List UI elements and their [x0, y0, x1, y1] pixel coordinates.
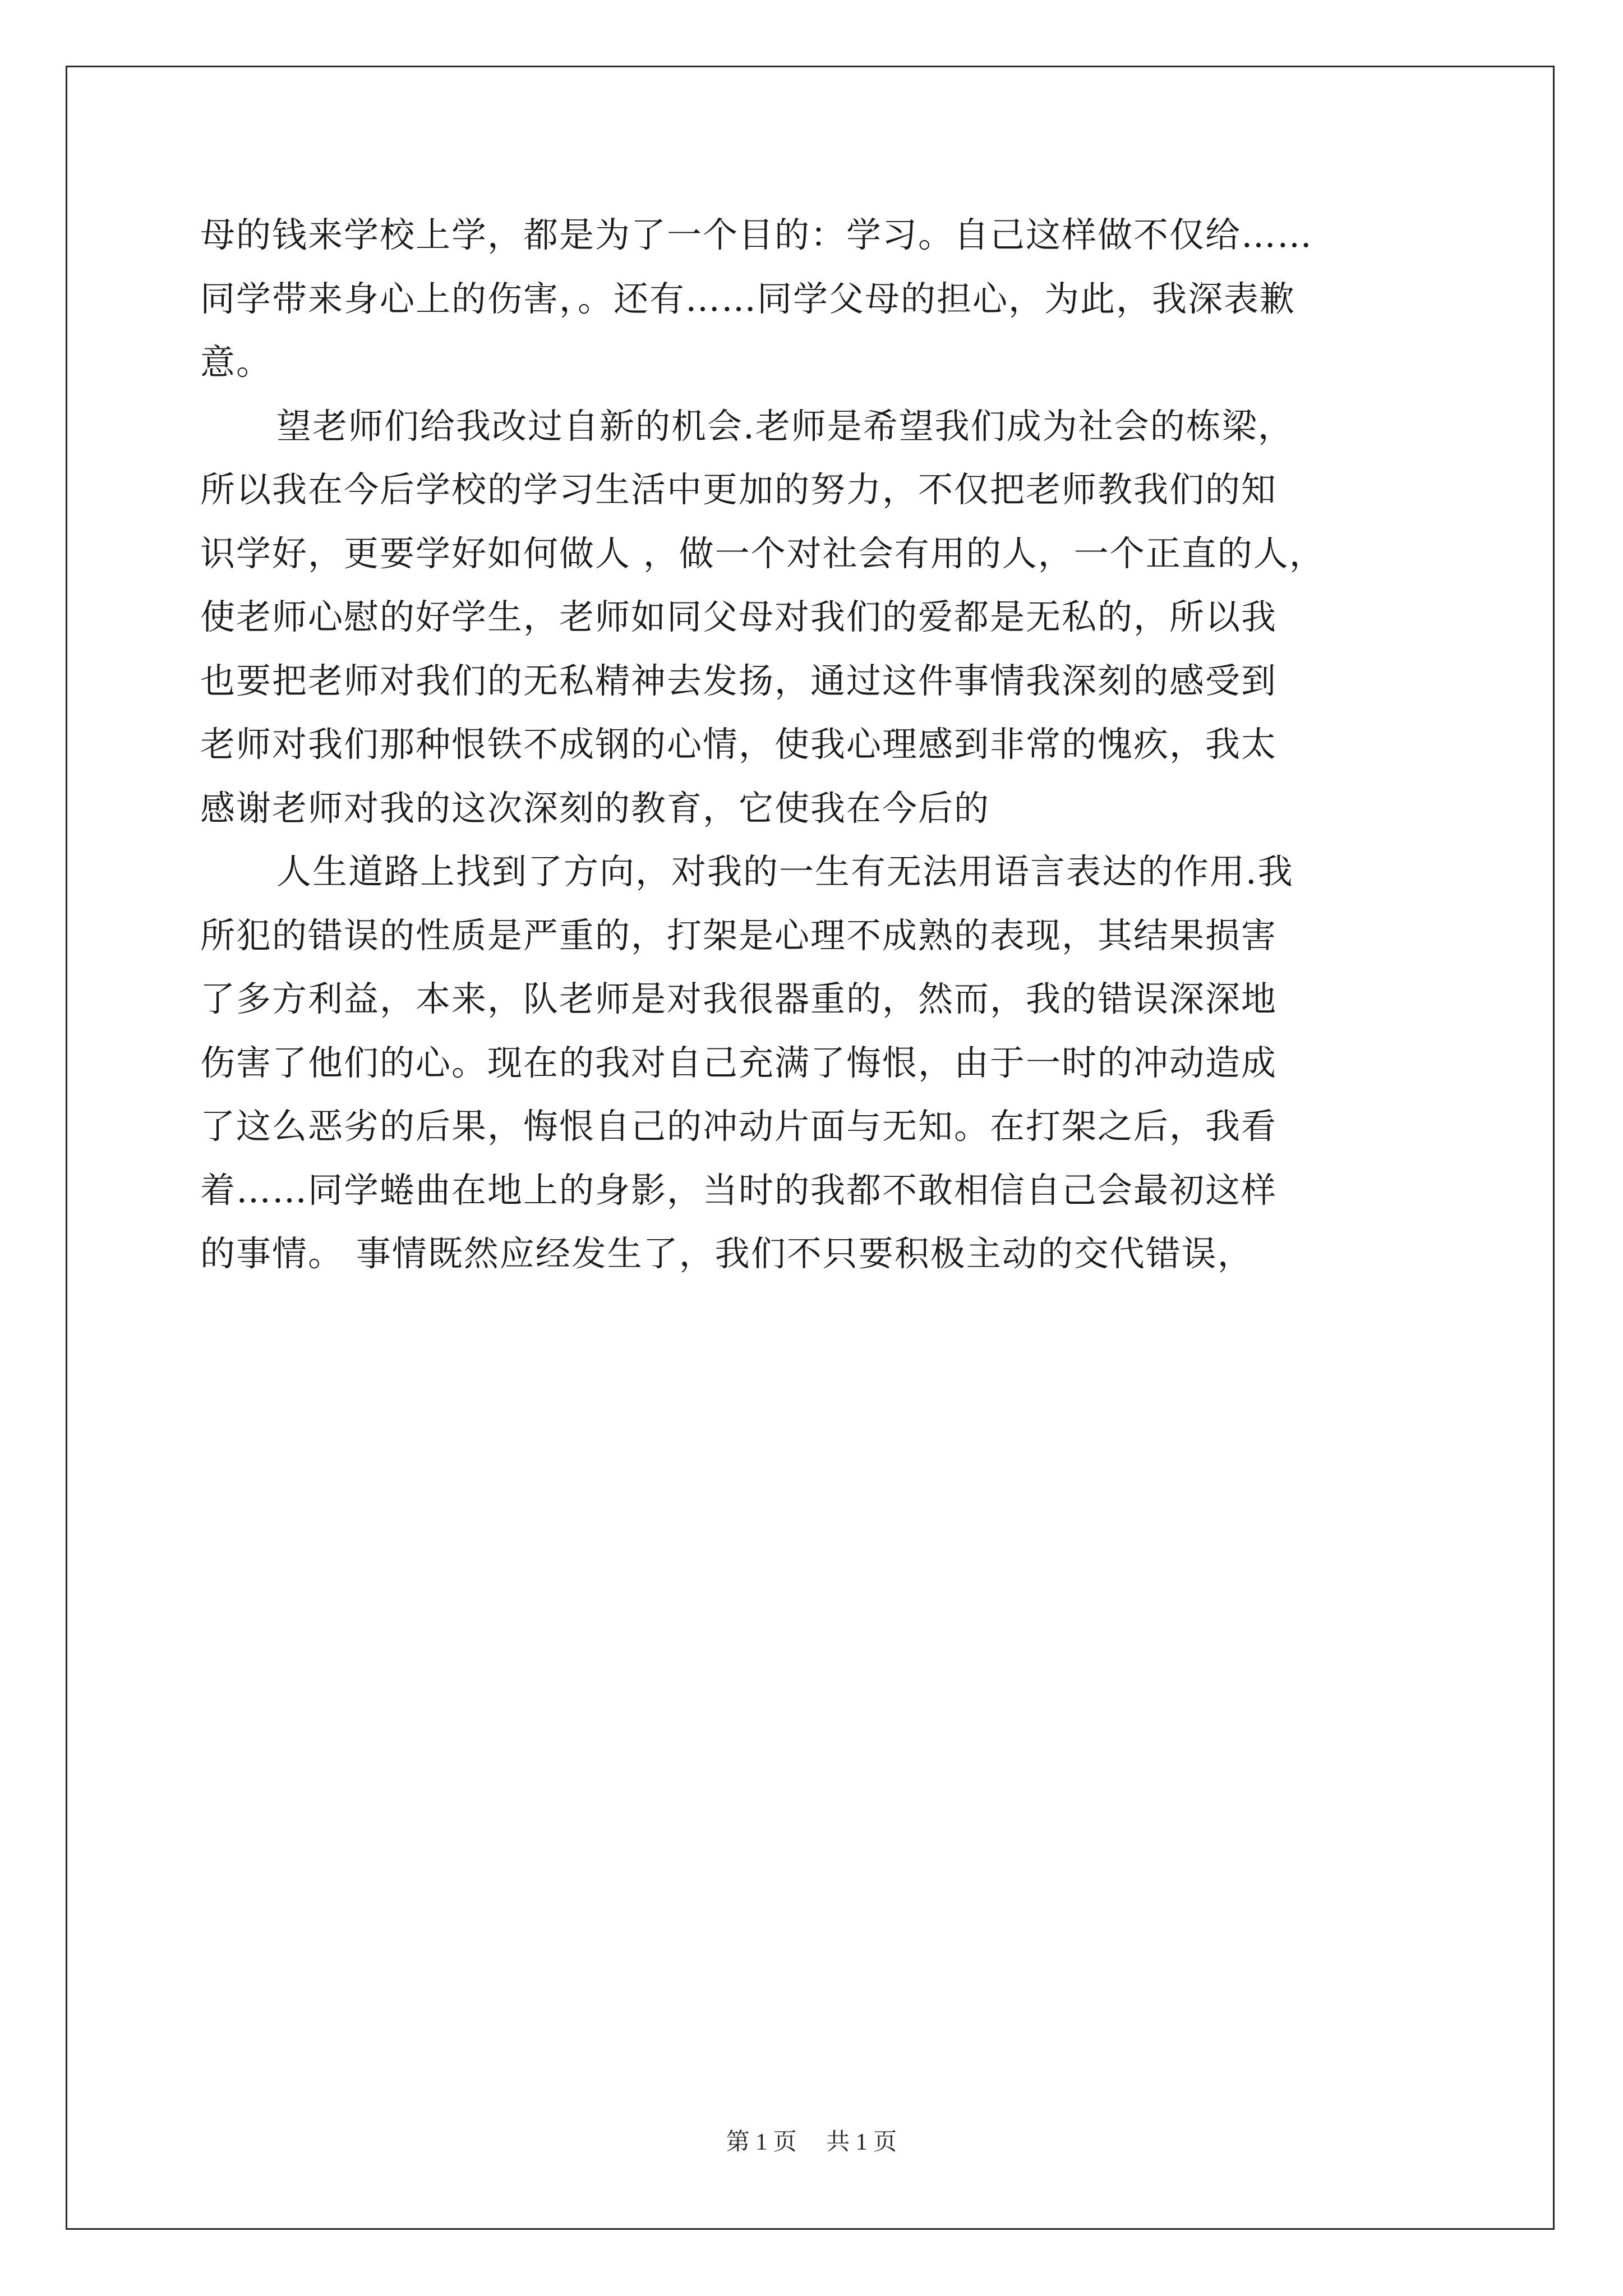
text-line: 也要把老师对我们的无私精神去发扬，通过这件事情我深刻的感受到 — [200, 660, 1278, 701]
text-line: 使老师心慰的好学生，老师如同父母对我们的爱都是无私的，所以我 — [200, 596, 1278, 637]
paragraph-start-line: 人生道路上找到了方向，对我的一生有无法用语言表达的作用.我 — [276, 851, 1294, 892]
text-line: 着……同学蜷曲在地上的身影，当时的我都不敢相信自己会最初这样 — [200, 1169, 1278, 1211]
document-body — [200, 203, 1434, 1286]
text-line: 伤害了他们的心。现在的我对自己充满了悔恨，由于一时的冲动造成 — [200, 1042, 1278, 1083]
text-line: 感谢老师对我的这次深刻的教育，它使我在今后的 — [200, 787, 990, 829]
text-line: 老师对我们那种恨铁不成钢的心情，使我心理感到非常的愧疚，我太 — [200, 724, 1278, 765]
text-line: 了这么恶劣的后果，悔恨自己的冲动片面与无知。在打架之后，我看 — [200, 1106, 1278, 1147]
text-line: 同学带来身心上的伤害，。还有……同学父母的担心，为此，我深表歉 — [200, 278, 1296, 319]
text-line: 所犯的错误的性质是严重的，打架是心理不成熟的表现，其结果损害 — [200, 914, 1278, 956]
text-line: 所以我在今后学校的学习生活中更加的努力，不仅把老师教我们的知 — [200, 469, 1278, 510]
text-line: 了多方利益，本来，队老师是对我很器重的，然而，我的错误深深地 — [200, 978, 1278, 1019]
text-line: 母的钱来学校上学，都是为了一个目的：学习。自己这样做不仅给…… — [200, 214, 1313, 255]
page-number-footer: 第 1 页 共 1 页 — [726, 2129, 897, 2155]
text-line: 的事情。 事情既然应经发生了，我们不只要积极主动的交代错误， — [200, 1233, 1253, 1274]
paragraph-start-line: 望老师们给我改过自新的机会.老师是希望我们成为社会的栋梁， — [276, 405, 1294, 447]
text-line: 识学好，更要学好如何做人 ，做一个对社会有用的人，一个正直的人， — [200, 532, 1325, 574]
text-line: 意。 — [200, 342, 273, 383]
